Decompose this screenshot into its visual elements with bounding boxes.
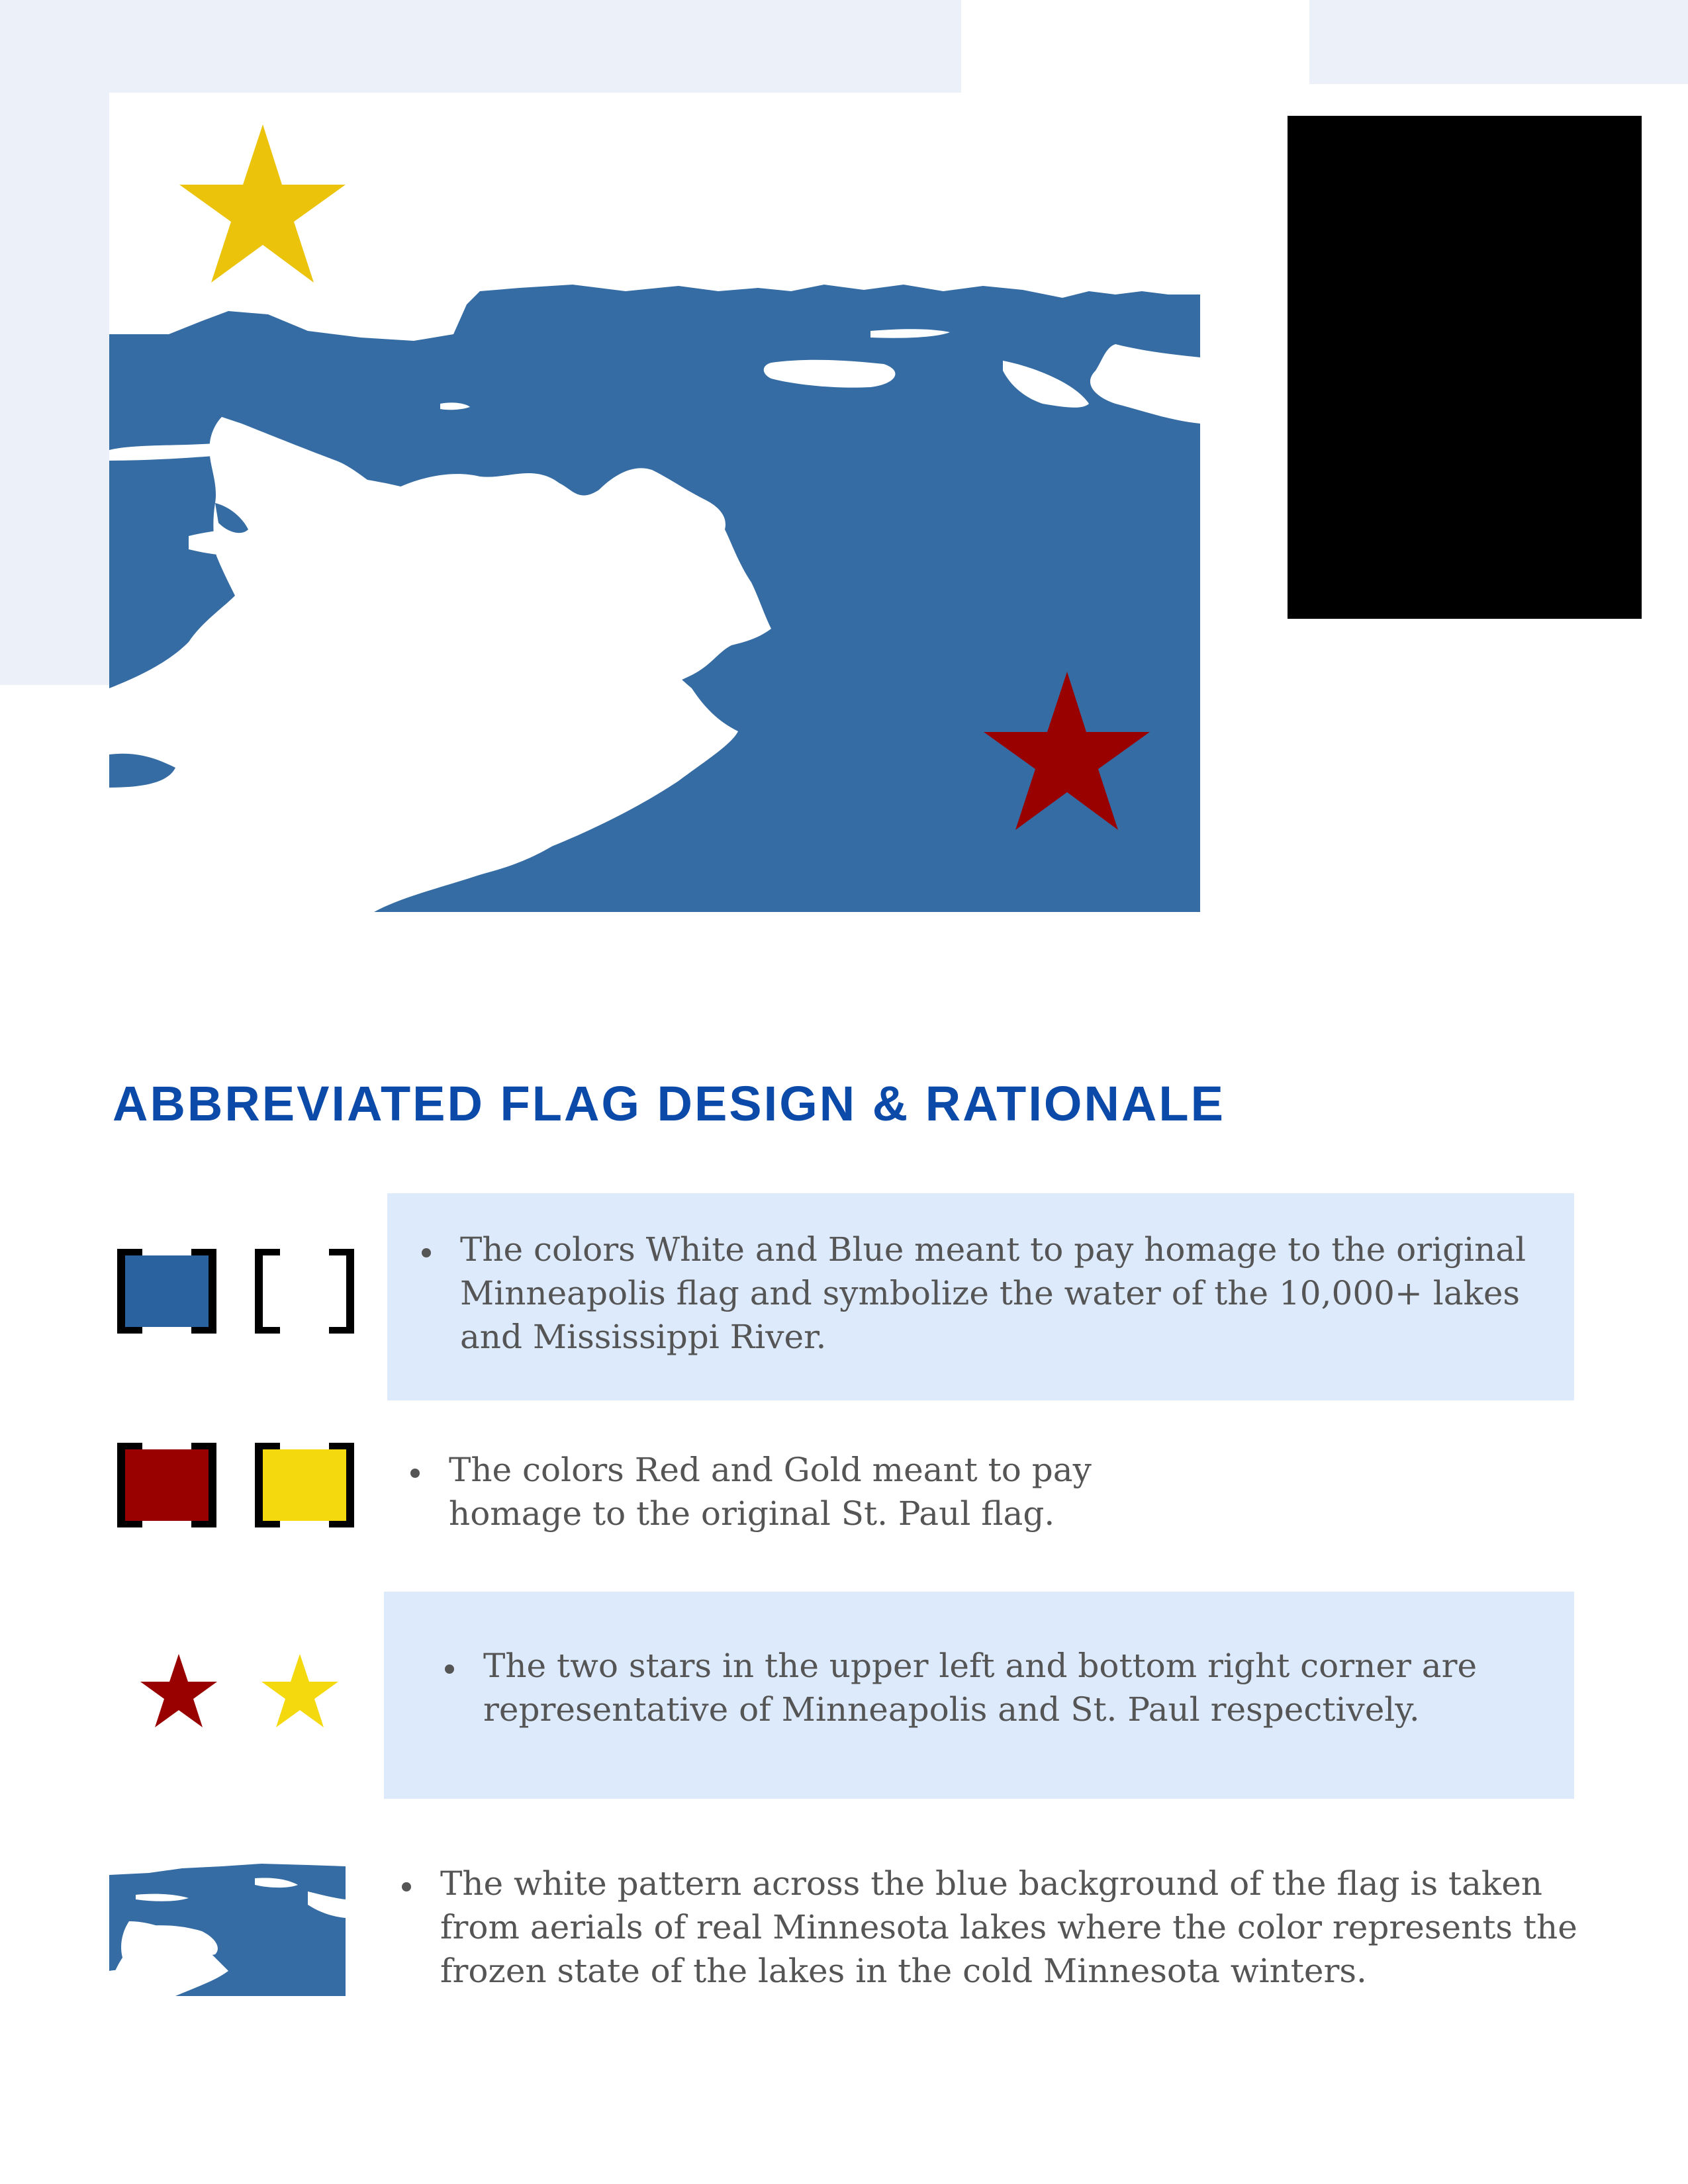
gold-star-icon xyxy=(260,1653,340,1729)
bullet-dot xyxy=(402,1882,411,1891)
bullet-dot xyxy=(422,1248,431,1257)
rationale-text-stars: The two stars in the upper left and bottom right corner are representative of Minneapolis and St. Paul respectively. xyxy=(483,1647,1477,1729)
page-heading: ABBREVIATED FLAG DESIGN & RATIONALE xyxy=(113,1076,1225,1131)
red-swatch-icon xyxy=(117,1443,216,1527)
rationale-text-colors-white-blue: The colors White and Blue meant to pay homage to the original Minneapolis flag and symbolize the water of the 10,000+ lakes and Mississippi River. xyxy=(460,1230,1526,1356)
bullet-dot xyxy=(445,1664,454,1674)
black-panel xyxy=(1288,116,1642,619)
blue-swatch-icon xyxy=(117,1249,216,1334)
gold-swatch-icon xyxy=(255,1443,354,1527)
lake-pattern-icon xyxy=(109,1858,346,1996)
white-swatch-icon xyxy=(255,1249,354,1334)
red-star-icon xyxy=(139,1653,218,1729)
rationale-text-colors-red-gold: The colors Red and Gold meant to pay homage to the original St. Paul flag. xyxy=(449,1451,1092,1533)
background-block-right xyxy=(1309,0,1688,84)
flag-illustration xyxy=(109,93,1200,912)
bullet-dot xyxy=(410,1469,420,1478)
rationale-text-lake-pattern: The white pattern across the blue background of the flag is taken from aerials of real Minnesota lakes where the color represents the frozen state of the lakes in the cold Minnesota winters. xyxy=(440,1864,1577,1990)
